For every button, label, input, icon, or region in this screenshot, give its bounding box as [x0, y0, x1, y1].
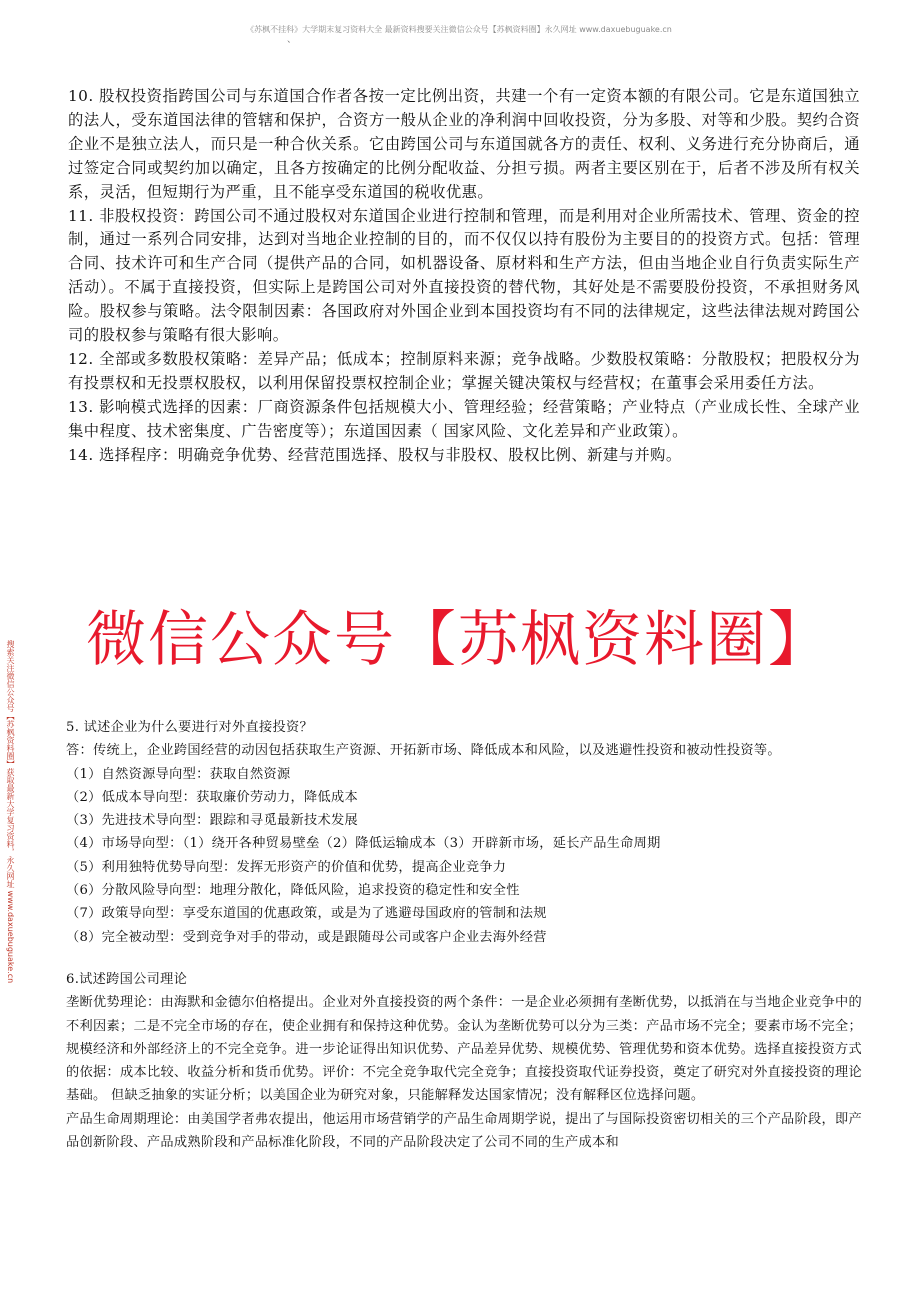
- header-watermark-text: 《苏枫不挂科》大学期末复习资料大全 最新资料搜要关注微信公众号【苏枫资料圈】永久网址 www.daxuebuguake.cn: [246, 25, 672, 34]
- wechat-banner: 微信公众号【苏枫资料圈】: [86, 605, 830, 675]
- paragraph-13: 13. 影响模式选择的因素：厂商资源条件包括规模大小、管理经验；经营策略；产业特点（产业成长性、全球产业集中程度、技术密集度、广告密度等）；东道国因素（ 国家风险、文化差异和产业政策）。: [68, 397, 860, 440]
- theory-product-life-cycle: 产品生命周期理论：由美国学者弗农提出，他运用市场营销学的产品生命周期学说，提出了与国际投资密切相关的三个产品阶段，即产品创新阶段、产品成熟阶段和产品标准化阶段，不同的产品阶段决定了公司不同的生产成本和: [66, 1111, 862, 1151]
- side-watermark: 搜索关注微信公众号【苏枫资料圈】获取最新大学复习资料，永久网址 www.daxuebuguake.cn: [6, 640, 15, 984]
- section-questions: [66, 716, 862, 1154]
- list-item: （6）分散风险导向型：地理分散化，降低风险，追求投资的稳定性和安全性: [66, 883, 520, 899]
- header-mark-text: 、: [287, 35, 297, 45]
- list-item: （8）完全被动型：受到竞争对手的带动，或是跟随母公司或客户企业去海外经营: [66, 929, 547, 945]
- spacer: [66, 949, 862, 968]
- answer-5: 答：传统上，企业跨国经营的动因包括获取生产资源、开拓新市场、降低成本和风险，以及逃避性投资和被动性投资等。: [66, 743, 781, 759]
- paragraph-11: 11. 非股权投资：跨国公司不通过股权对东道国企业进行控制和管理，而是利用对企业所需技术、管理、资金的控制，通过一系列合同安排，达到对当地企业控制的目的，而不仅仅以持有股份为主要目的的投资方式。包括：管理合同、技术许可和生产合同（提供产品的合同，如机器设备、原材料和生产方法，但由当地企业自行负责实际生产活动）。不属于直接投资，但实际上是跨国公司对外直接投资的替代物，其好处是不需要股份投资，不承担财务风险。股权参与策略。法令限制因素：各国政府对外国企业到本国投资均有不同的法律规定，这些法律法规对跨国公司的股权参与策略有很大影响。: [68, 206, 860, 345]
- section-investment-notes: [68, 85, 860, 468]
- list-item: （4）市场导向型：（1）绕开各种贸易壁垒（2）降低运输成本（3）开辟新市场，延长产品生命周期: [66, 836, 661, 852]
- header-mark: [287, 32, 296, 45]
- list-item: （5）利用独特优势导向型：发挥无形资产的价值和优势，提高企业竞争力: [66, 859, 507, 875]
- question-5: 5. 试述企业为什么要进行对外直接投资？: [66, 720, 313, 735]
- paragraph-14: 14. 选择程序：明确竞争优势、经营范围选择、股权与非股权、股权比例、新建与并购。: [68, 445, 682, 464]
- theory-monopoly-advantage: 垄断优势理论：由海默和金德尔伯格提出。企业对外直接投资的两个条件：一是企业必须拥有垄断优势，以抵消在与当地企业竞争中的不利因素；二是不完全市场的存在，使企业拥有和保持这种优势。金认为垄断优势可以分为三类：产品市场不完全；要素市场不完全；规模经济和外部经济上的不完全竞争。进一步论证得出知识优势、产品差异优势、规模优势、管理优势和资本优势。选择直接投资方式的依据：成本比较、收益分析和货币优势。评价：不完全竞争取代完全竞争；直接投资取代证券投资，奠定了研究对外直接投资的理论基础。 但缺乏抽象的实证分析；以美国企业为研究对象，只能解释发达国家情况；没有解释区位选择问题。: [66, 995, 862, 1104]
- paragraph-12: 12. 全部或多数股权策略：差异产品；低成本；控制原料来源；竞争战略。少数股权策略：分散股权；把股权分为有投票权和无投票权股权，以利用保留投票权控制企业；掌握关键决策权与经营权；在董事会采用委任方法。: [68, 349, 860, 392]
- paragraph-10: 10. 股权投资指跨国公司与东道国合作者各按一定比例出资，共建一个有一定资本额的有限公司。它是东道国独立的法人，受东道国法律的管辖和保护，合资方一般从企业的净利润中回收投资，分为多股、对等和少股。契约合资企业不是独立法人，而只是一种合伙关系。它由跨国公司与东道国就各方的责任、权利、义务进行充分协商后，通过签定合同或契约加以确定，且各方按确定的比例分配收益、分担亏损。两者主要区别在于，后者不涉及所有权关系，灵活，但短期行为严重，且不能享受东道国的税收优惠。: [68, 87, 860, 201]
- list-item: （2）低成本导向型：获取廉价劳动力，降低成本: [66, 789, 358, 805]
- list-item: （3）先进技术导向型：跟踪和寻觅最新技术发展: [66, 813, 358, 829]
- question-6: 6.试述跨国公司理论: [66, 971, 188, 987]
- header-watermark: [0, 24, 918, 35]
- list-item: （1）自然资源导向型：获取自然资源: [66, 766, 291, 782]
- list-item: （7）政策导向型：享受东道国的优惠政策，或是为了逃避母国政府的管制和法规: [66, 906, 547, 922]
